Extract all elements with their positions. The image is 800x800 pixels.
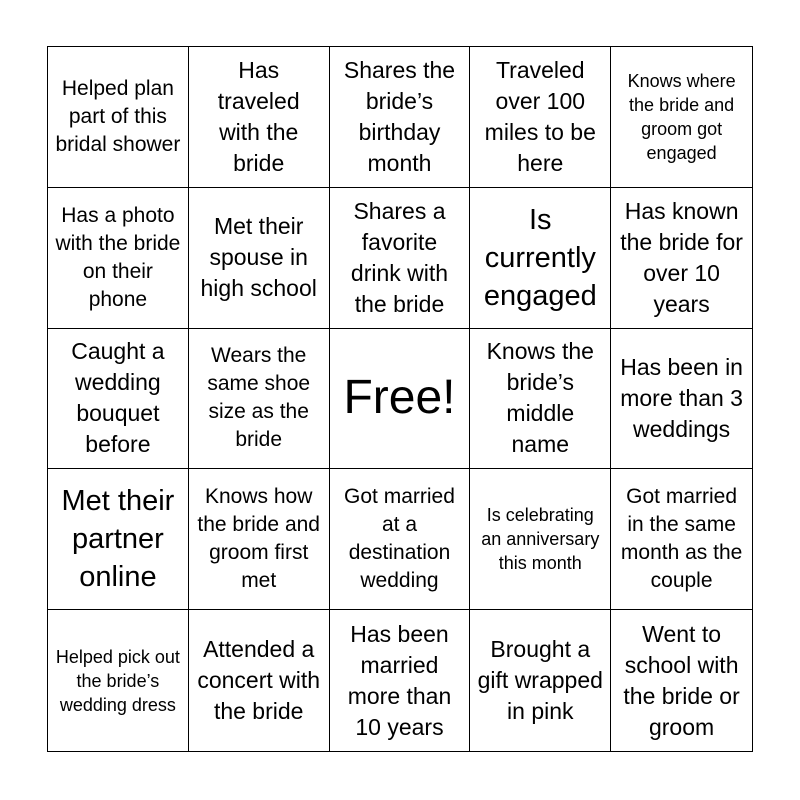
cell-text: Got married at a destination wedding — [344, 485, 455, 593]
bingo-cell-r3c2[interactable] — [189, 329, 330, 470]
bingo-cell-r1c1[interactable] — [48, 47, 189, 188]
bingo-cell-r4c1[interactable] — [48, 469, 189, 610]
cell-text: Went to school with the bride or groom — [623, 620, 740, 740]
cell-text: Shares the bride’s birthday month — [343, 56, 456, 176]
cell-text: Knows how the bride and groom first met — [197, 485, 320, 593]
bingo-cell-r2c1[interactable] — [48, 188, 189, 329]
cell-text: Knows the bride’s middle name — [486, 338, 594, 458]
cell-text: Helped pick out the bride’s wedding dress — [55, 646, 180, 715]
cell-text: Has traveled with the bride — [217, 56, 300, 176]
bingo-cell-r5c5[interactable] — [611, 610, 752, 751]
cell-text: Helped plan part of this bridal shower — [55, 76, 181, 156]
bingo-cell-r4c4[interactable] — [470, 469, 611, 610]
bingo-cell-r1c5[interactable] — [611, 47, 752, 188]
bingo-cell-r5c4[interactable] — [470, 610, 611, 751]
cell-text: Traveled over 100 miles to be here — [484, 56, 596, 176]
cell-text: Knows where the bride and groom got engaged — [627, 70, 736, 163]
bingo-cell-r4c3[interactable] — [330, 469, 471, 610]
bingo-cell-r4c2[interactable] — [189, 469, 330, 610]
cell-text: Shares a favorite drink with the bride — [350, 197, 449, 317]
cell-text: Has a photo with the bride on their phone — [55, 203, 181, 311]
cell-text: Has been in more than 3 weddings — [620, 353, 743, 442]
cell-text: Got married in the same month as the couple — [620, 485, 743, 593]
bingo-cell-free[interactable] — [330, 329, 471, 470]
bingo-cell-r3c1[interactable] — [48, 329, 189, 470]
bingo-cell-r1c2[interactable] — [189, 47, 330, 188]
cell-text: Has been married more than 10 years — [347, 620, 452, 740]
cell-text: Caught a wedding bouquet before — [71, 338, 165, 458]
bingo-cell-r3c5[interactable] — [611, 329, 752, 470]
bingo-cell-r4c5[interactable] — [611, 469, 752, 610]
bingo-cell-r2c5[interactable] — [611, 188, 752, 329]
bingo-cell-r5c3[interactable] — [330, 610, 471, 751]
bingo-cell-r2c4[interactable] — [470, 188, 611, 329]
bingo-cell-r1c3[interactable] — [330, 47, 471, 188]
bingo-board — [47, 46, 753, 752]
cell-text: Wears the same shoe size as the bride — [207, 344, 311, 452]
cell-text: Has known the bride for over 10 years — [620, 197, 743, 317]
bingo-cell-r5c1[interactable] — [48, 610, 189, 751]
cell-text: Is celebrating an anniversary this month — [481, 505, 600, 574]
cell-text: Attended a concert with the bride — [197, 636, 321, 725]
cell-text: Met their partner online — [61, 485, 175, 594]
bingo-cell-r1c4[interactable] — [470, 47, 611, 188]
cell-text: Met their spouse in high school — [200, 213, 317, 302]
cell-text: Is currently engaged — [483, 203, 597, 312]
bingo-cell-r3c4[interactable] — [470, 329, 611, 470]
cell-text: Brought a gift wrapped in pink — [477, 636, 603, 725]
bingo-cell-r5c2[interactable] — [189, 610, 330, 751]
bingo-cell-r2c3[interactable] — [330, 188, 471, 329]
cell-text-free: Free! — [343, 371, 456, 425]
bingo-cell-r2c2[interactable] — [189, 188, 330, 329]
